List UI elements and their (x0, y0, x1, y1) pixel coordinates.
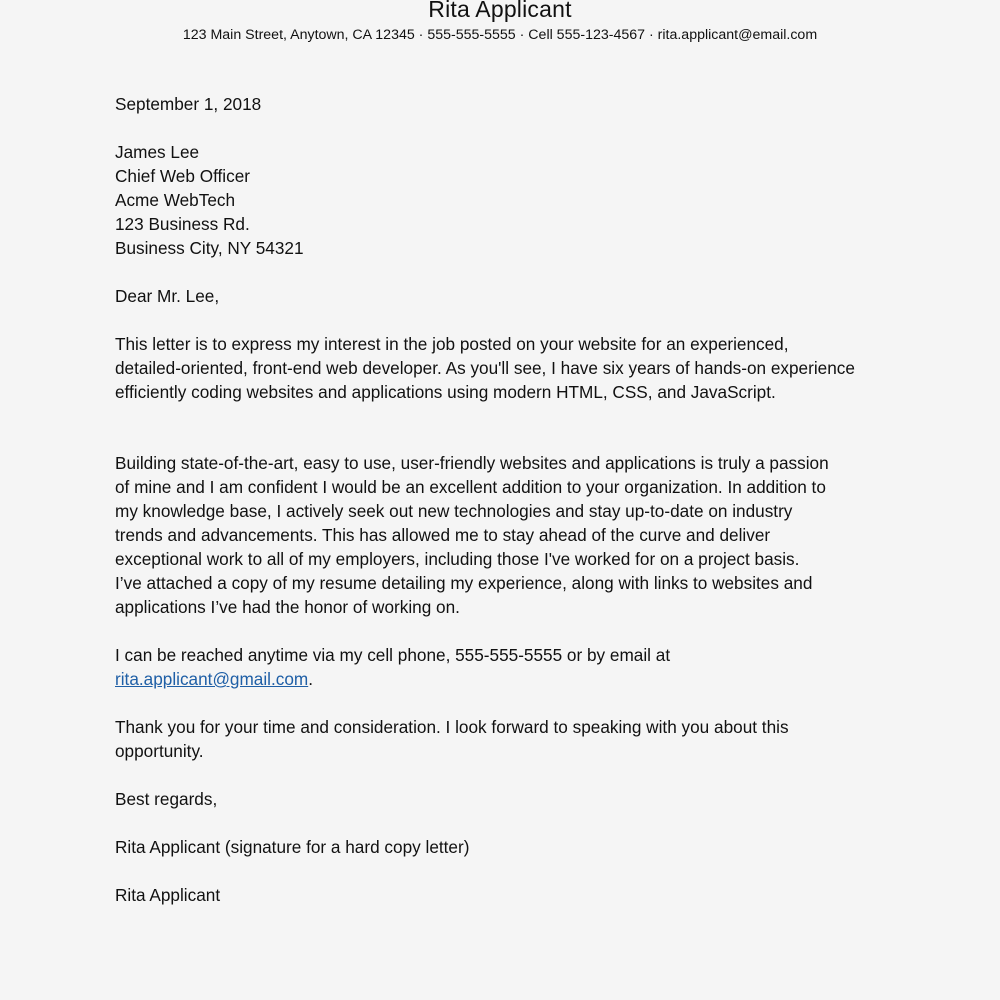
paragraph-line: trends and advancements. This has allowed me to stay ahead of the curve and deliver (115, 525, 771, 545)
email-link[interactable]: rita.applicant@gmail.com (115, 669, 309, 689)
signature-note: Rita Applicant (signature for a hard copy letter) (115, 837, 470, 857)
recipient-street: 123 Business Rd. (115, 214, 250, 234)
recipient-company: Acme WebTech (115, 190, 236, 210)
paragraph-thanks: Thank you for your time and consideration. I look forward to speaking with you about this opportunity. (115, 717, 789, 761)
applicant-contact-line: 123 Main Street, Anytown, CA 12345 · 555-555-5555 · Cell 555-123-4567 · rita.applicant@email.com (182, 27, 818, 43)
contact-period: . (308, 669, 313, 689)
paragraph-passion (115, 451, 915, 619)
paragraph-contact (115, 643, 885, 691)
recipient-title: Chief Web Officer (115, 166, 251, 186)
paragraph-interest: This letter is to express my interest in the job posted on your website for an experienced, detailed-oriented, front-end web developer. As you'll see, I have six years of hands-on experience efficiently coding websites and applications using modern HTML, CSS, and JavaScript. (115, 334, 855, 402)
paragraph-line: my knowledge base, I actively seek out new technologies and stay up-to-date on industry (115, 501, 793, 521)
applicant-name-heading: Rita Applicant (428, 0, 572, 22)
contact-sentence: I can be reached anytime via my cell phone, 555-555-5555 or by email at (115, 645, 671, 665)
paragraph-line: Building state-of-the-art, easy to use, user-friendly websites and applications is truly a passion (115, 453, 829, 473)
recipient-name: James Lee (115, 142, 200, 162)
salutation: Dear Mr. Lee, (115, 286, 220, 306)
recipient-city: Business City, NY 54321 (115, 238, 304, 258)
letter-date: September 1, 2018 (115, 94, 262, 114)
closing: Best regards, (115, 789, 218, 809)
paragraph-line: exceptional work to all of my employers, including those I've worked for on a project basis. (115, 549, 800, 569)
recipient-block (115, 140, 885, 260)
paragraph-line: of mine and I am confident I would be an excellent addition to your organization. In addition to (115, 477, 826, 497)
paragraph-line: I’ve attached a copy of my resume detailing my experience, along with links to websites and (115, 573, 813, 593)
typed-name: Rita Applicant (115, 885, 221, 905)
paragraph-line: applications I’ve had the honor of working on. (115, 597, 460, 617)
contact-email-line (115, 667, 885, 691)
